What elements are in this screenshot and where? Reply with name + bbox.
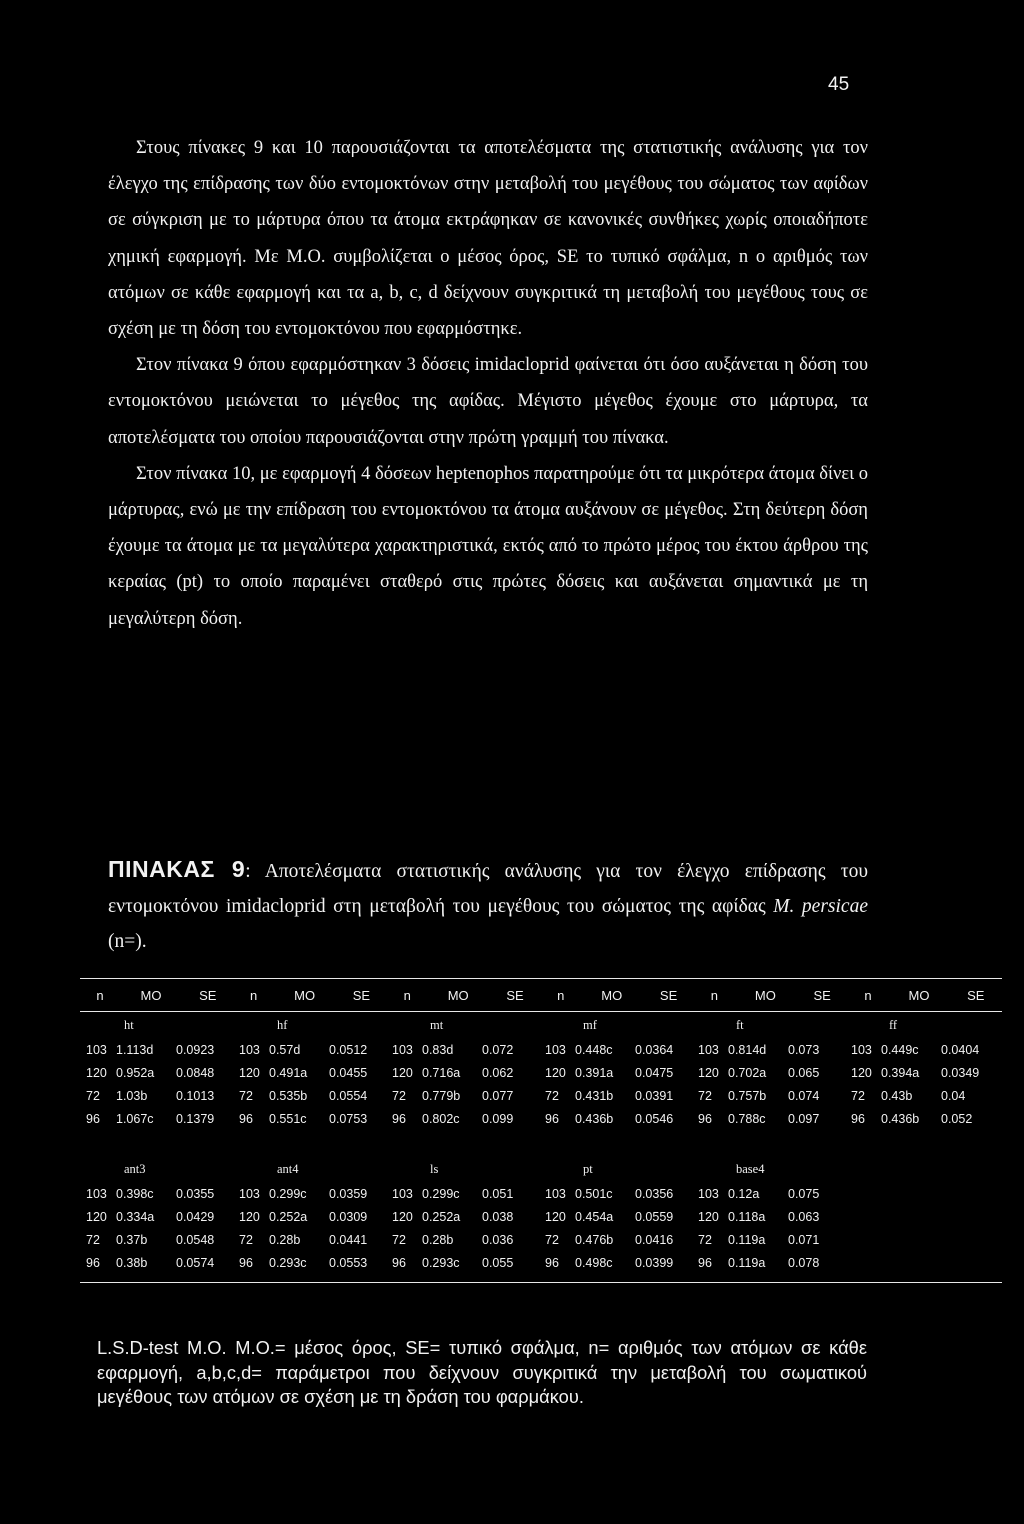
cell-n: 103 [698, 1042, 719, 1057]
cell-mean: 0.12a [728, 1186, 760, 1201]
paragraph-table9: Στον πίνακα 9 όπου εφαρμόστηκαν 3 δόσεις imidacloprid φαίνεται ότι όσο αυξάνεται η δόση του εντομοκτόνου μειώνεται το μέγεθος της αφίδας. Μέγιστο μέγεθος έχουμε στο μάρτυρα, τα αποτελέσματα του οποίου παρουσιάζονται στην πρώτη γραμμή του πίνακα. [108, 355, 868, 448]
group-label-base4: base4 [736, 1162, 765, 1176]
cell-n: 103 [698, 1186, 719, 1201]
cell-se: 0.0404 [941, 1042, 980, 1057]
cell-n: 72 [851, 1088, 865, 1103]
cell-n: 96 [239, 1111, 253, 1126]
cell-se: 0.0356 [635, 1186, 674, 1201]
cell-mean: 0.28b [269, 1232, 301, 1247]
cell-se: 0.0553 [329, 1255, 368, 1270]
cell-se: 0.04 [941, 1088, 966, 1103]
cell-n: 120 [698, 1065, 719, 1080]
cell-n: 96 [545, 1255, 559, 1270]
cell-n: 96 [698, 1255, 712, 1270]
cell-n: 103 [86, 1186, 107, 1201]
cell-n: 120 [392, 1209, 413, 1224]
cell-se: 0.0848 [176, 1065, 215, 1080]
header-cell: SE [352, 987, 371, 1003]
cell-n: 96 [86, 1255, 100, 1270]
header-cell: n [249, 987, 258, 1003]
cell-n: 120 [86, 1209, 107, 1224]
cell-se: 0.063 [788, 1209, 820, 1224]
cell-n: 120 [545, 1065, 566, 1080]
cell-n: 72 [698, 1088, 712, 1103]
cell-se: 0.1013 [176, 1088, 215, 1103]
header-cell: SE [813, 987, 831, 1003]
cell-mean: 0.501c [575, 1186, 613, 1201]
cell-mean: 0.476b [575, 1232, 614, 1247]
cell-se: 0.078 [788, 1255, 820, 1270]
cell-mean: 0.293c [422, 1255, 460, 1270]
header-cell: SE [199, 987, 217, 1003]
cell-mean: 0.299c [269, 1186, 307, 1201]
cell-n: 103 [239, 1042, 260, 1057]
cell-se: 0.038 [482, 1209, 514, 1224]
header-cell: MO [447, 987, 469, 1003]
block-spacer [80, 1130, 1002, 1156]
cell-se: 0.1379 [176, 1111, 215, 1126]
cell-n: 120 [239, 1065, 260, 1080]
cell-mean: 0.454a [575, 1209, 614, 1224]
table-row [80, 1084, 1002, 1107]
block-2-group-labels [80, 1156, 1002, 1182]
table-row [80, 1182, 1002, 1205]
header-cell: MO [754, 987, 776, 1003]
cell-mean: 0.119a [728, 1232, 766, 1247]
caption-species: Μ. persicae [773, 896, 868, 917]
cell-mean: 0.449c [881, 1042, 919, 1057]
cell-mean: 0.431b [575, 1088, 614, 1103]
results-table [80, 978, 1002, 1283]
cell-se: 0.0554 [329, 1088, 368, 1103]
header-cell: n [96, 987, 104, 1003]
cell-n: 96 [851, 1111, 865, 1126]
cell-se: 0.0923 [176, 1042, 215, 1057]
cell-n: 72 [239, 1088, 253, 1103]
cell-mean: 0.391a [575, 1065, 614, 1080]
cell-se: 0.074 [788, 1088, 820, 1103]
table-row [80, 1251, 1002, 1274]
group-label-mf: mf [583, 1018, 597, 1032]
group-label-ant4: ant4 [277, 1162, 299, 1176]
cell-se: 0.055 [482, 1255, 514, 1270]
caption-text: : Αποτελέσματα στατιστικής ανάλυσης για τον έλεγχο επίδρασης του εντομοκτόνου imidacloprid στη μεταβολή του μεγέθους του σώματος της αφίδας [108, 861, 868, 917]
cell-n: 96 [545, 1111, 559, 1126]
cell-mean: 0.57d [269, 1042, 301, 1057]
cell-se: 0.0391 [635, 1088, 674, 1103]
cell-se: 0.0399 [635, 1255, 674, 1270]
cell-se: 0.0512 [329, 1042, 368, 1057]
cell-mean: 0.398c [116, 1186, 154, 1201]
cell-mean: 1.113d [116, 1042, 154, 1057]
cell-mean: 0.788c [728, 1111, 766, 1126]
group-label-ls: ls [430, 1162, 439, 1176]
cell-mean: 0.299c [422, 1186, 460, 1201]
cell-se: 0.073 [788, 1042, 820, 1057]
header-cell: n [864, 987, 872, 1003]
cell-se: 0.0548 [176, 1232, 215, 1247]
cell-mean: 0.491a [269, 1065, 308, 1080]
block-1-group-labels [80, 1012, 1002, 1038]
table-bottom-rule [80, 1282, 1002, 1283]
page-number: 45 [828, 74, 850, 95]
cell-mean: 0.814d [728, 1042, 767, 1057]
cell-n: 103 [545, 1042, 566, 1057]
cell-se: 0.0349 [941, 1065, 980, 1080]
group-label-ft: ft [736, 1018, 744, 1032]
cell-n: 72 [86, 1088, 100, 1103]
cell-mean: 0.293c [269, 1255, 307, 1270]
cell-mean: 0.535b [269, 1088, 308, 1103]
cell-n: 72 [86, 1232, 100, 1247]
header-cell: SE [967, 987, 985, 1003]
cell-mean: 0.334a [116, 1209, 155, 1224]
cell-n: 72 [392, 1088, 406, 1103]
cell-mean: 0.436b [881, 1111, 920, 1126]
header-cell: n [403, 987, 411, 1003]
cell-se: 0.097 [788, 1111, 820, 1126]
group-label-pt: pt [583, 1162, 593, 1176]
group-label-ht: ht [124, 1018, 134, 1032]
cell-se: 0.0559 [635, 1209, 674, 1224]
cell-se: 0.062 [482, 1065, 514, 1080]
cell-se: 0.075 [788, 1186, 820, 1201]
paragraph-table10: Στον πίνακα 10, με εφαρμογή 4 δόσεων heptenophos παρατηρούμε ότι τα μικρότερα άτομα δίνει ο μάρτυρας, ενώ με την επίδραση του εντομοκτόνου τα άτομα αυξάνουν σε μέγεθος. Στη δεύτερη δόση έχουμε τα άτομα με τα μεγαλύτερα χαρακτηριστικά, εκτός από το πρώτο μέρος του έκτου άρθρου της κεραίας (pt) το οποίο παραμένει σταθερό στις πρώτες δόσεις και αυξάνεται σημαντικά με τη μεγαλύτερη δόση. [108, 463, 868, 629]
cell-n: 103 [851, 1042, 872, 1057]
cell-se: 0.0475 [635, 1065, 674, 1080]
cell-mean: 1.067c [116, 1111, 154, 1126]
cell-n: 96 [392, 1111, 406, 1126]
cell-mean: 0.252a [269, 1209, 308, 1224]
cell-n: 120 [851, 1065, 872, 1080]
cell-n: 120 [698, 1209, 719, 1224]
table-row [80, 1205, 1002, 1228]
cell-se: 0.0359 [329, 1186, 368, 1201]
cell-se: 0.072 [482, 1042, 514, 1057]
cell-n: 120 [392, 1065, 413, 1080]
cell-se: 0.0355 [176, 1186, 215, 1201]
table-row [80, 1061, 1002, 1084]
block-2-rows [80, 1182, 1002, 1274]
cell-se: 0.051 [482, 1186, 514, 1201]
header-cell: MO [294, 987, 316, 1003]
table-row [80, 1107, 1002, 1130]
table-footnote: L.S.D-test Μ.Ο. Μ.Ο.= μέσος όρος, SE= τυπικό σφάλμα, n= αριθμός των ατόμων σε κάθε εφαρμογή, a,b,c,d= παράμετροι που δείχνουν συγκριτικά την μεταβολή του σωματικού μεγέθους των ατόμων σε σχέση με τη δράση του φαρμάκου. [97, 1337, 867, 1407]
cell-n: 96 [392, 1255, 406, 1270]
cell-n: 72 [239, 1232, 253, 1247]
cell-n: 120 [86, 1065, 107, 1080]
cell-n: 96 [86, 1111, 100, 1126]
group-label-ff: ff [889, 1018, 898, 1032]
cell-n: 72 [545, 1088, 559, 1103]
header-cell: MO [908, 987, 930, 1003]
cell-mean: 0.448c [575, 1042, 613, 1057]
cell-mean: 0.38b [116, 1255, 148, 1270]
cell-se: 0.0309 [329, 1209, 368, 1224]
cell-mean: 0.28b [422, 1232, 454, 1247]
cell-se: 0.099 [482, 1111, 514, 1126]
cell-se: 0.065 [788, 1065, 820, 1080]
header-cell: MO [140, 987, 162, 1003]
caption-label: ΠΙΝΑΚΑΣ 9 [108, 856, 246, 882]
header-cell: MO [601, 987, 623, 1003]
paragraph-intro: Στους πίνακες 9 και 10 παρουσιάζονται τα αποτελέσματα της στατιστικής ανάλυσης για τον έλεγχο της επίδρασης των δύο εντομοκτόνων στην μεταβολή του μεγέθους του σώματος των αφίδων σε σύγκριση με το μάρτυρα όπου τα άτομα εκτράφηκαν σε κανονικές συνθήκες χωρίς οποιαδήποτε χημική εφαρμογή. Με Μ.Ο. συμβολίζεται ο μέσος όρος, SE το τυπικό σφάλμα, n ο αριθμός των ατόμων σε κάθε εφαρμογή και τα a, b, c, d δείχνουν συγκριτικά τη μεταβολή του μεγέθους τους σε σχέση με τη δόση του εντομοκτόνου που εφαρμόστηκε. [108, 138, 868, 340]
cell-mean: 0.952a [116, 1065, 155, 1080]
cell-mean: 0.802c [422, 1111, 460, 1126]
cell-mean: 0.498c [575, 1255, 613, 1270]
cell-n: 120 [239, 1209, 260, 1224]
caption-suffix: (n=). [108, 931, 147, 952]
cell-n: 72 [545, 1232, 559, 1247]
block-1-rows [80, 1038, 1002, 1130]
cell-se: 0.0455 [329, 1065, 368, 1080]
header-cell: SE [506, 987, 524, 1003]
table-block-2 [80, 1156, 1002, 1274]
cell-mean: 0.83d [422, 1042, 454, 1057]
cell-n: 72 [392, 1232, 406, 1247]
cell-mean: 0.394a [881, 1065, 920, 1080]
group-label-mt: mt [430, 1018, 444, 1032]
cell-se: 0.052 [941, 1111, 973, 1126]
cell-se: 0.0429 [176, 1209, 215, 1224]
group-label-hf: hf [277, 1018, 288, 1032]
body-text [108, 130, 868, 637]
cell-se: 0.0574 [176, 1255, 215, 1270]
cell-n: 96 [698, 1111, 712, 1126]
cell-se: 0.0753 [329, 1111, 368, 1126]
table-row [80, 1228, 1002, 1251]
cell-mean: 0.37b [116, 1232, 148, 1247]
cell-se: 0.0416 [635, 1232, 674, 1247]
cell-se: 0.077 [482, 1088, 514, 1103]
cell-n: 103 [392, 1042, 413, 1057]
header-cell: n [557, 987, 565, 1003]
cell-n: 103 [239, 1186, 260, 1201]
cell-mean: 0.118a [728, 1209, 766, 1224]
cell-se: 0.0364 [635, 1042, 674, 1057]
cell-mean: 0.252a [422, 1209, 461, 1224]
header-cell: SE [659, 987, 678, 1003]
cell-mean: 0.551c [269, 1111, 307, 1126]
table-block-1 [80, 1012, 1002, 1130]
cell-mean: 0.436b [575, 1111, 614, 1126]
cell-se: 0.0546 [635, 1111, 674, 1126]
table-row [80, 1038, 1002, 1061]
cell-se: 0.071 [788, 1232, 820, 1247]
cell-mean: 0.716a [422, 1065, 461, 1080]
cell-n: 120 [545, 1209, 566, 1224]
header-cell: n [710, 987, 718, 1003]
cell-mean: 0.702a [728, 1065, 767, 1080]
table-caption [108, 852, 868, 959]
cell-n: 103 [392, 1186, 413, 1201]
cell-n: 103 [545, 1186, 566, 1201]
cell-se: 0.0441 [329, 1232, 368, 1247]
cell-mean: 1.03b [116, 1088, 148, 1103]
cell-se: 0.036 [482, 1232, 514, 1247]
cell-mean: 0.119a [728, 1255, 766, 1270]
cell-n: 103 [86, 1042, 107, 1057]
cell-mean: 0.757b [728, 1088, 767, 1103]
group-label-ant3: ant3 [124, 1162, 146, 1176]
cell-n: 72 [698, 1232, 712, 1247]
cell-n: 96 [239, 1255, 253, 1270]
cell-mean: 0.779b [422, 1088, 461, 1103]
cell-mean: 0.43b [881, 1088, 913, 1103]
table-header-row [80, 979, 1002, 1011]
